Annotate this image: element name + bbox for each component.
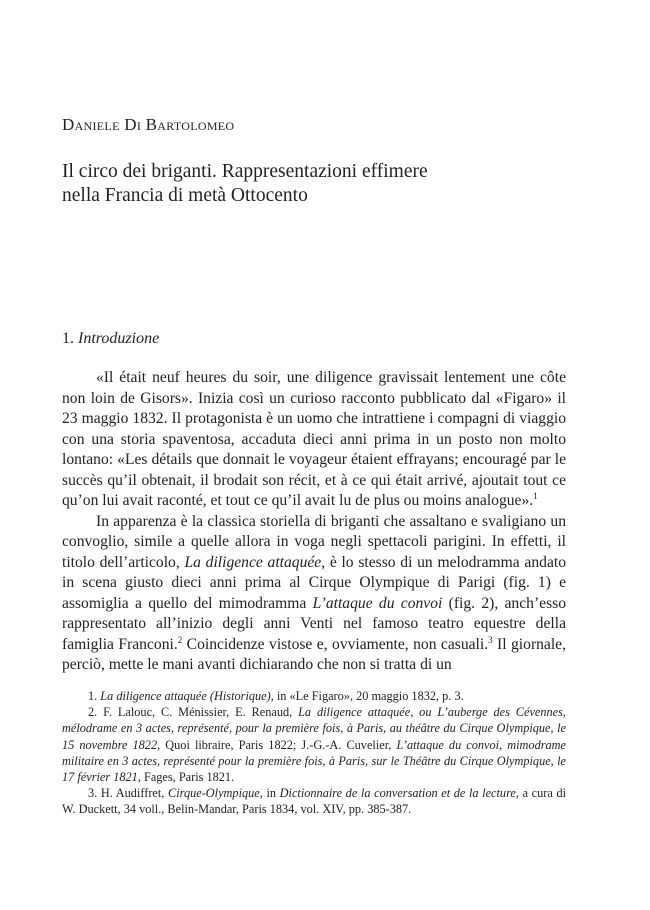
footnote-3-text-mid: , in	[259, 786, 280, 801]
footnote-1-number: 1.	[88, 689, 101, 703]
section-title: Introduzione	[78, 330, 160, 347]
paragraph-2-text-d: Coincidenze vistose e, ovviamente, non casuali.	[182, 635, 489, 653]
paragraph-2-text-c: (fig. 2), anch’esso rappresentato all’inizio degli anni Venti nel famoso teatro equestre della famiglia Franconi.	[62, 594, 566, 653]
footnotes	[62, 688, 566, 818]
work-title-diligence: La diligence attaquée	[184, 553, 322, 571]
paragraph-1-text: «Il était neuf heures du soir, une diligence gravissait lentement une côte non loin de Gisors». Inizia così un curioso racconto pubblicato dal «Figaro» il 23 maggio 1832. Il protagonista è un uomo che intrattiene i compagni di viaggio con una storia spaventosa, accaduta dieci anni prima in un posto non molto lontano: «Les détails que donnait le voyageur étaient effrayans; encouragé par le succès qu’il obtenait, il brodait son récit, et à ce qui était arrivé, ajoutait tout ce qu’on lui avait raconté, et tout ce qu’il avait lu de plus ou moins analogue».	[62, 369, 566, 509]
footnote-2-authors: 2. F. Lalouc, C. Ménissier, E. Renaud,	[88, 705, 299, 720]
footnote-2-text-end: , Fages, Paris 1821.	[137, 770, 235, 785]
footnote-2	[62, 704, 566, 785]
paragraph-2	[62, 512, 566, 676]
author-name: Daniele Di Bartolomeo	[62, 115, 235, 134]
footnote-ref-2: 2	[177, 634, 183, 645]
section-number: 1.	[62, 330, 78, 347]
paragraph-2-text-a: In apparenza è la classica storiella di briganti che assaltano e svaligiano un convoglio, simile a quelle allora in voga negli spettacoli parigini. In effetti, il titolo dell’articolo,	[62, 512, 566, 571]
title-line-1: Il circo dei briganti. Rappresentazioni effimere	[62, 161, 428, 182]
footnote-3-title-2: Dictionnaire de la conversation et de la lecture	[279, 786, 516, 801]
footnote-3-author: 3. H. Audiffret,	[88, 786, 168, 801]
footnote-2-text-mid: , Quoi libraire, Paris 1822; J.-G.-A. Cuvelier,	[157, 737, 397, 752]
footnote-2-title-2: L’attaque du convoi, mimodrame militaire en 3 actes, représenté pour la première fois, à Paris, sur le Théâtre du Cirque Olympique, le 17 février 1821	[62, 737, 566, 785]
footnote-ref-3: 3	[488, 634, 493, 645]
footnote-3-title-1: Cirque-Olympique	[168, 786, 260, 801]
footnote-1	[62, 688, 566, 704]
footnote-ref-1: 1	[533, 490, 538, 501]
footnote-3-text-end: , a cura di W. Duckett, 34 voll., Belin-Mandar, Paris 1834, vol. XIV, pp. 385-387.	[62, 786, 567, 817]
section-heading	[62, 330, 159, 348]
body-text	[62, 368, 566, 676]
footnote-1-title: La diligence attaquée (Historique)	[100, 689, 271, 703]
work-title-convoi: L’attaque du convoi	[312, 594, 443, 612]
paragraph-2-text-b: , è lo stesso di un melodramma andato in scena giusto dieci anni prima al Cirque Olympique di Parigi (fig. 1) e assomiglia a quello del mimodramma	[62, 553, 566, 612]
title-line-2: nella Francia di metà Ottocento	[62, 185, 308, 206]
paragraph-1	[62, 368, 566, 512]
footnote-2-title-1: La diligence attaquée, ou L’auberge des Cévennes, mélodrame en 3 actes, représenté, pour la première fois, à Paris, au théâtre du Cirque Olympique, le 15 novembre 1822	[62, 705, 566, 752]
footnote-1-text: , in «Le Figaro», 20 maggio 1832, p. 3.	[270, 689, 464, 703]
paragraph-2-text-e: Il giornale, perciò, mette le mani avanti dichiarando che non si tratta di un	[62, 635, 567, 673]
article-title	[62, 160, 582, 208]
footnote-3	[62, 785, 566, 817]
